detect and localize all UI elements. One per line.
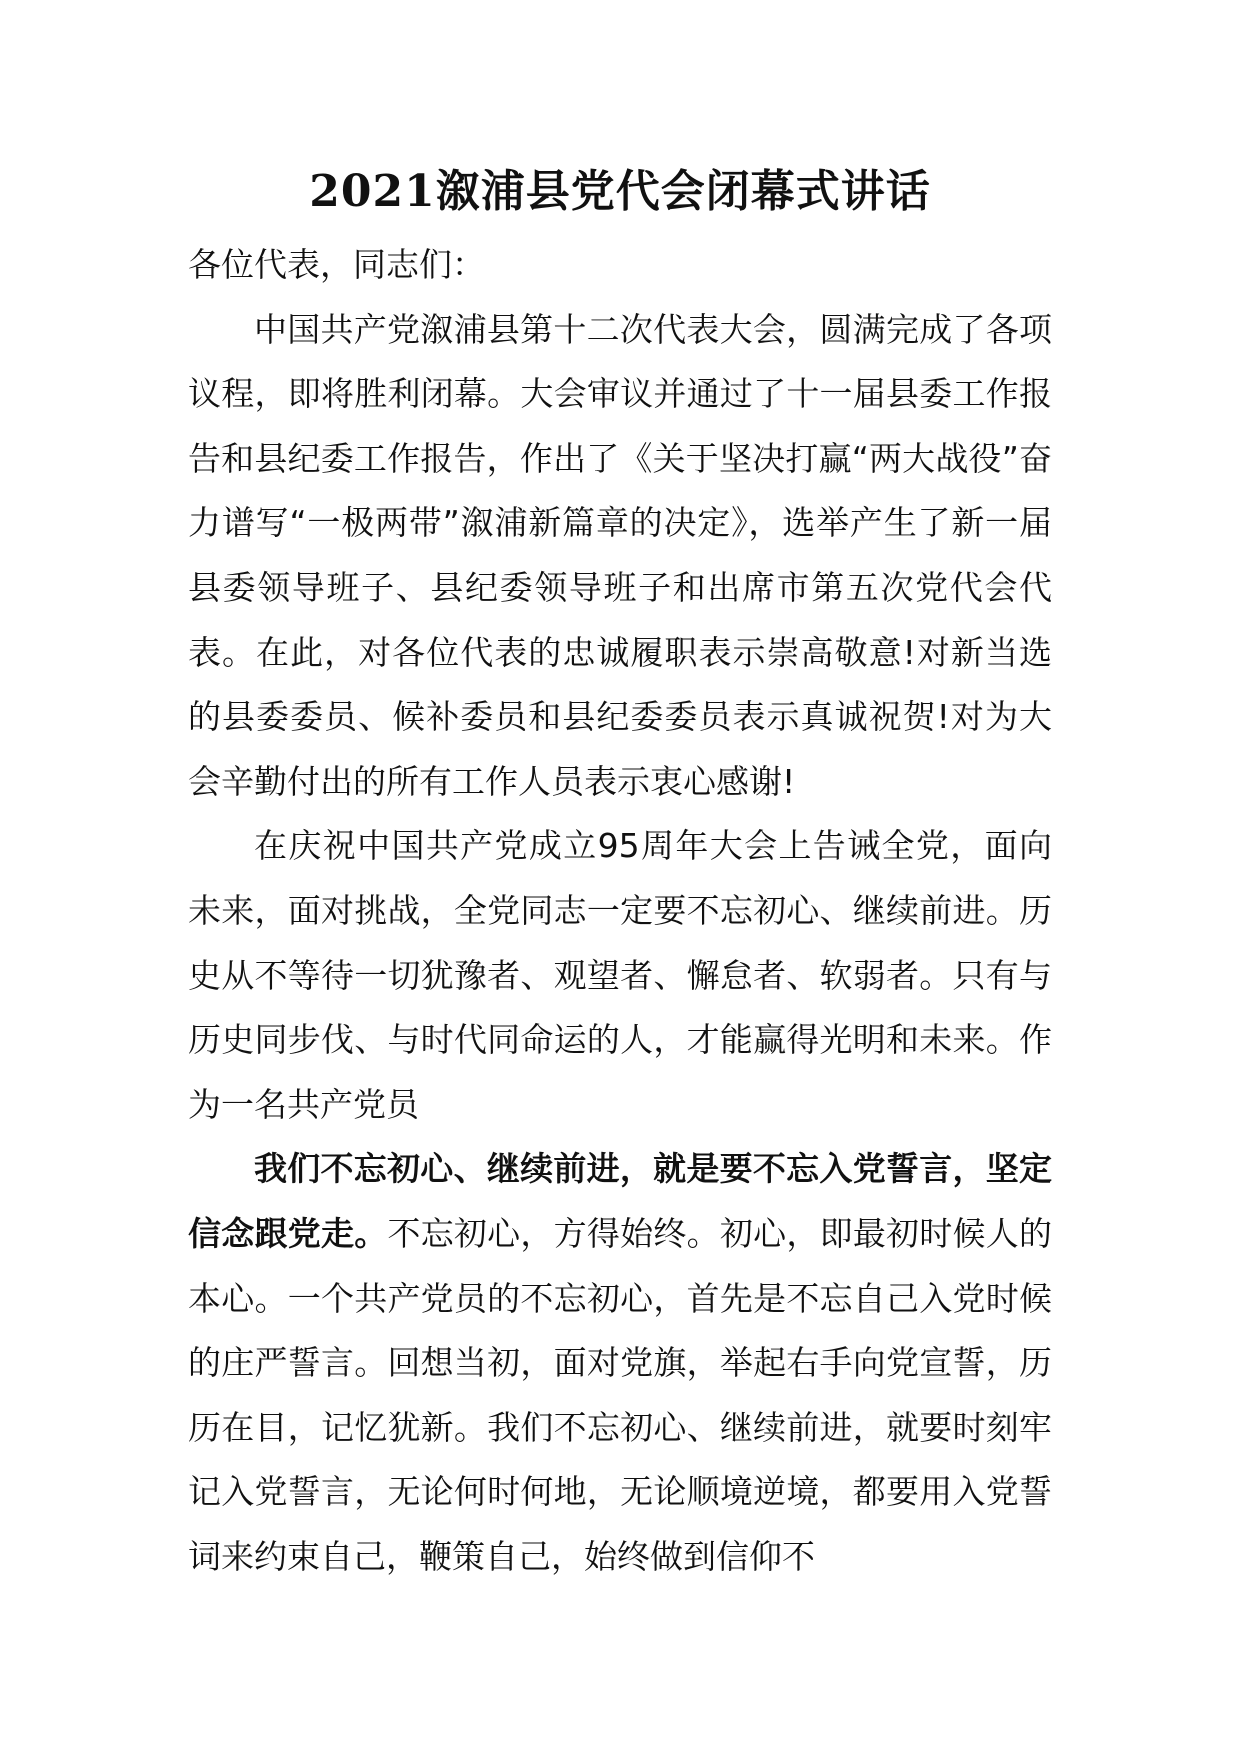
paragraph-3-bold-lead: 我们不忘初心、继续前进，就是要不忘入党誓言，坚定信念跟党走。 [188,1149,1052,1253]
paragraph-2: 在庆祝中国共产党成立95周年大会上告诫全党，面向未来，面对挑战，全党同志一定要不忘初心、继续前进。历史从不等待一切犹豫者、观望者、懈怠者、软弱者。只有与历史同步伐、与时代同命运的人，才能赢得光明和未来。作为一名共产党员 [188,826,1052,1124]
paragraph-3-text: 不忘初心，方得始终。初心，即最初时候人的本心。一个共产党员的不忘初心，首先是不忘自己入党时候的庄严誓言。回想当初，面对党旗，举起右手向党宣誓，历历在目，记忆犹新。我们不忘初心、继续前进，就要时刻牢记入党誓言，无论何时何地，无论顺境逆境，都要用入党誓词来约束自己，鞭策自己，始终做到信仰不 [188,1213,1053,1576]
paragraph-1: 中国共产党溆浦县第十二次代表大会，圆满完成了各项议程，即将胜利闭幕。大会审议并通过了十一届县委工作报告和县纪委工作报告，作出了《关于坚决打赢“两大战役”奋力谱写“一极两带”溆浦新篇章的决定》，选举产生了新一届县委领导班子、县纪委领导班子和出席市第五次党代会代表。在此，对各位代表的忠诚履职表示崇高敬意!对新当选的县委委员、候补委员和县纪委委员表示真诚祝贺!对为大会辛勤付出的所有工作人员表示衷心感谢! [188,309,1052,801]
salutation: 各位代表，同志们： [188,245,485,284]
paragraph-3 [188,1137,1052,1589]
document-title: 2021溆浦县党代会闭幕式讲话 [309,166,931,217]
document-body [188,233,1052,1589]
